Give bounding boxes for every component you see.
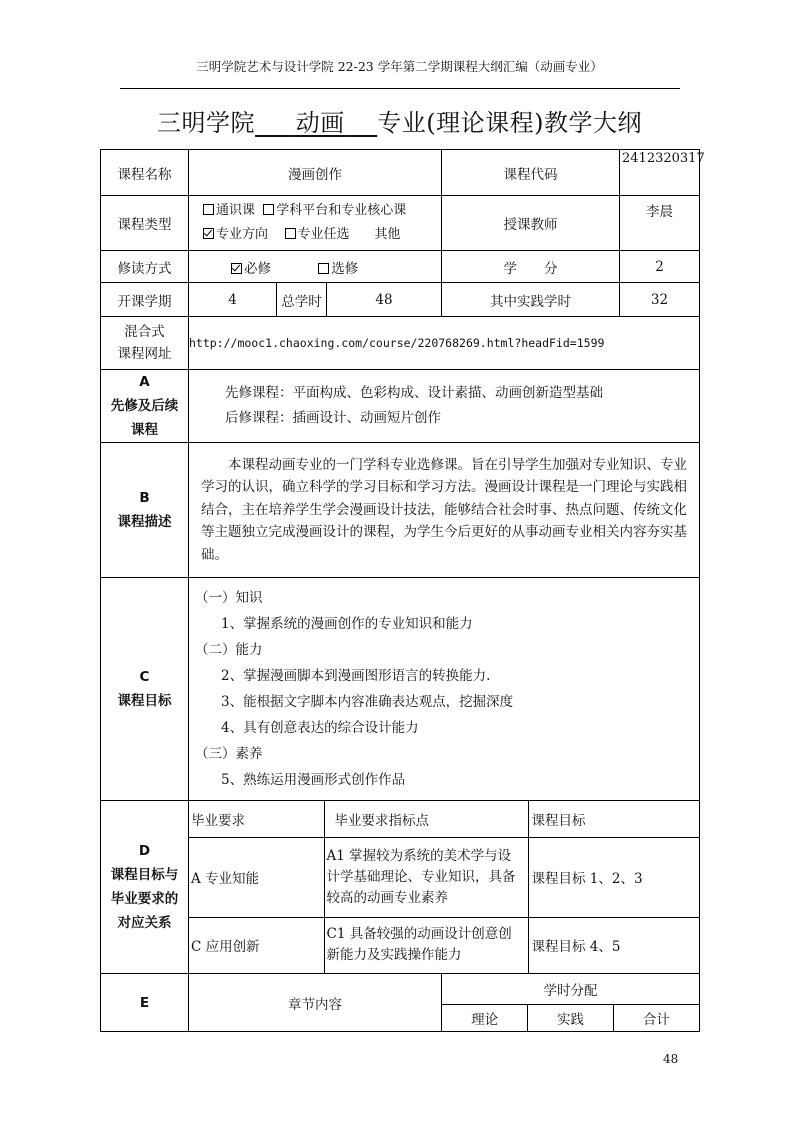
syllabus-table: [100, 149, 705, 1032]
option-direction: 专业方向: [216, 227, 269, 242]
row-study-mode: [101, 251, 700, 283]
course-url: http://mooc1.chaoxing.com/course/220768269.html?headFid=1599: [189, 317, 700, 370]
course-type-options: [189, 196, 442, 251]
course-goals-list: [189, 585, 699, 793]
row-course-type: [101, 196, 700, 251]
mapping-header-goal: 课程目标: [528, 801, 699, 837]
option-optional: 选修: [331, 260, 359, 277]
course-url-label-1: 混合式: [124, 324, 165, 340]
row-semester: [101, 283, 700, 317]
section-e-letter: E: [101, 974, 189, 1032]
row-section-e: [101, 974, 700, 1032]
mapping-header-point: 毕业要求指标点: [324, 801, 528, 837]
checkbox-required: [231, 263, 242, 274]
section-d-label-1: 课程目标与: [110, 867, 179, 883]
semester: 4: [189, 283, 277, 317]
section-a-content: [189, 370, 700, 443]
option-elective: 专业任选: [297, 227, 350, 242]
goal-category: （一）知识: [195, 590, 263, 606]
hours-label: 总学时: [277, 283, 327, 317]
followup-courses: 后修课程：插画设计、动画短片创作: [225, 410, 441, 426]
row-section-b: [101, 443, 700, 578]
goal-item: 3、能根据文字脚本内容准确表达观点，挖掘深度: [221, 694, 514, 710]
chapter-content-label: 章节内容: [189, 974, 442, 1032]
practice-hours: 32: [620, 283, 700, 317]
mapping-req: C 应用创新: [189, 917, 324, 973]
section-c-letter: C: [139, 669, 150, 685]
option-general: 通识课: [216, 203, 256, 218]
page-title: [0, 103, 799, 138]
mapping-table: [189, 801, 699, 973]
checkbox-elective: [285, 228, 296, 239]
hours-allocation-table: [442, 974, 699, 1031]
section-b-title: 课程描述: [117, 514, 172, 530]
page-number: 48: [663, 1052, 679, 1066]
option-required: 必修: [244, 260, 271, 277]
mapping-row: [189, 837, 699, 917]
teacher: 李晨: [620, 196, 700, 251]
course-name-label: 课程名称: [101, 150, 189, 196]
goal-category: （二）能力: [195, 642, 263, 658]
section-a-label-1: 先修及后续: [110, 398, 179, 414]
hours-allocation-label: 学时分配: [442, 974, 699, 1004]
option-other: 其他: [374, 227, 401, 242]
section-d-label-2: 毕业要求的: [110, 891, 179, 907]
section-a-label: [101, 370, 189, 443]
hours-allocation: [442, 974, 700, 1032]
study-mode-options: [189, 251, 442, 283]
course-description: 本课程动画专业的一门学科专业选修课。旨在引导学生加强对专业知识、专业学习的认识，确立科学的学习目标和学习方法。漫画设计课程是一门理论与实践相结合，主在培养学生学会漫画设计技法，能够结合社会时事、热点问题、传统文化等主题独立完成漫画设计的课程，为学生今后更好的从事动画专业相关内容夯实基础。: [201, 456, 687, 563]
title-prefix: 三明学院: [157, 109, 256, 137]
total-label: 合计: [613, 1004, 699, 1031]
course-url-label-2: 课程网址: [117, 346, 172, 362]
checkbox-direction: [203, 228, 214, 239]
row-section-c: [101, 578, 700, 801]
running-header: 三明学院艺术与设计学院 22-23 学年第二学期课程大纲汇编（动画专业）: [196, 59, 603, 74]
semester-label: 开课学期: [101, 283, 189, 317]
checkbox-optional: [318, 263, 329, 274]
option-platform: 学科平台和专业核心课: [276, 203, 407, 218]
section-c-content: [189, 578, 700, 801]
course-code: 2412320317: [620, 150, 700, 196]
credit-label: 学 分: [442, 251, 620, 283]
section-d-letter: D: [138, 843, 151, 859]
course-url-label: [101, 317, 189, 370]
section-d-label-3: 对应关系: [117, 915, 172, 931]
mapping-header-row: [189, 801, 699, 837]
goal-item: 2、掌握漫画脚本到漫画图形语言的转换能力.: [221, 668, 491, 684]
row-course-url: [101, 317, 700, 370]
mapping-header-req: 毕业要求: [189, 801, 324, 837]
practice-hours-label: 其中实践学时: [442, 283, 620, 317]
mapping-point: A1 掌握较为系统的美术学与设计学基础理论、专业知识，具备较高的动画专业素养: [324, 837, 528, 917]
course-name: 漫画创作: [189, 150, 442, 196]
goal-category: （三）素养: [195, 746, 263, 762]
prereq-courses: 先修课程：平面构成、色彩构成、设计素描、动画创新造型基础: [225, 385, 603, 401]
mapping-row: [189, 917, 699, 973]
checkbox-platform: [263, 204, 274, 215]
section-d-label: [101, 801, 189, 974]
study-mode-label: 修读方式: [101, 251, 189, 283]
checkbox-general: [203, 204, 214, 215]
teacher-label: 授课教师: [442, 196, 620, 251]
goal-item: 4、具有创意表达的综合设计能力: [221, 720, 419, 736]
practice-label: 实践: [528, 1004, 614, 1031]
credit: 2: [620, 251, 700, 283]
section-d-content: [189, 801, 700, 974]
course-code-label: 课程代码: [442, 150, 620, 196]
goal-item: 5、熟练运用漫画形式创作作品: [221, 772, 406, 788]
goal-item: 1、掌握系统的漫画创作的专业知识和能力: [221, 616, 473, 632]
mapping-goal: 课程目标 1、2、3: [528, 837, 699, 917]
course-type-label: 课程类型: [101, 196, 189, 251]
row-section-d: [101, 801, 700, 974]
section-a-letter: A: [139, 374, 150, 390]
section-b-label: [101, 443, 189, 578]
row-course-name: [101, 150, 700, 196]
section-c-label: [101, 578, 189, 801]
mapping-point: C1 具备较强的动画设计创意创新能力及实践操作能力: [324, 917, 528, 973]
section-c-title: 课程目标: [117, 693, 172, 709]
row-section-a: [101, 370, 700, 443]
mapping-goal: 课程目标 4、5: [528, 917, 699, 973]
mapping-req: A 专业知能: [189, 837, 324, 917]
title-major: 动画: [295, 109, 345, 137]
section-b-content: [189, 443, 700, 578]
hours: 48: [327, 283, 442, 317]
section-b-letter: B: [139, 490, 150, 506]
theory-label: 理论: [442, 1004, 528, 1031]
section-a-label-2: 课程: [131, 422, 158, 438]
title-suffix: 专业(理论课程)教学大纲: [377, 109, 642, 137]
header-rule: [120, 88, 680, 89]
